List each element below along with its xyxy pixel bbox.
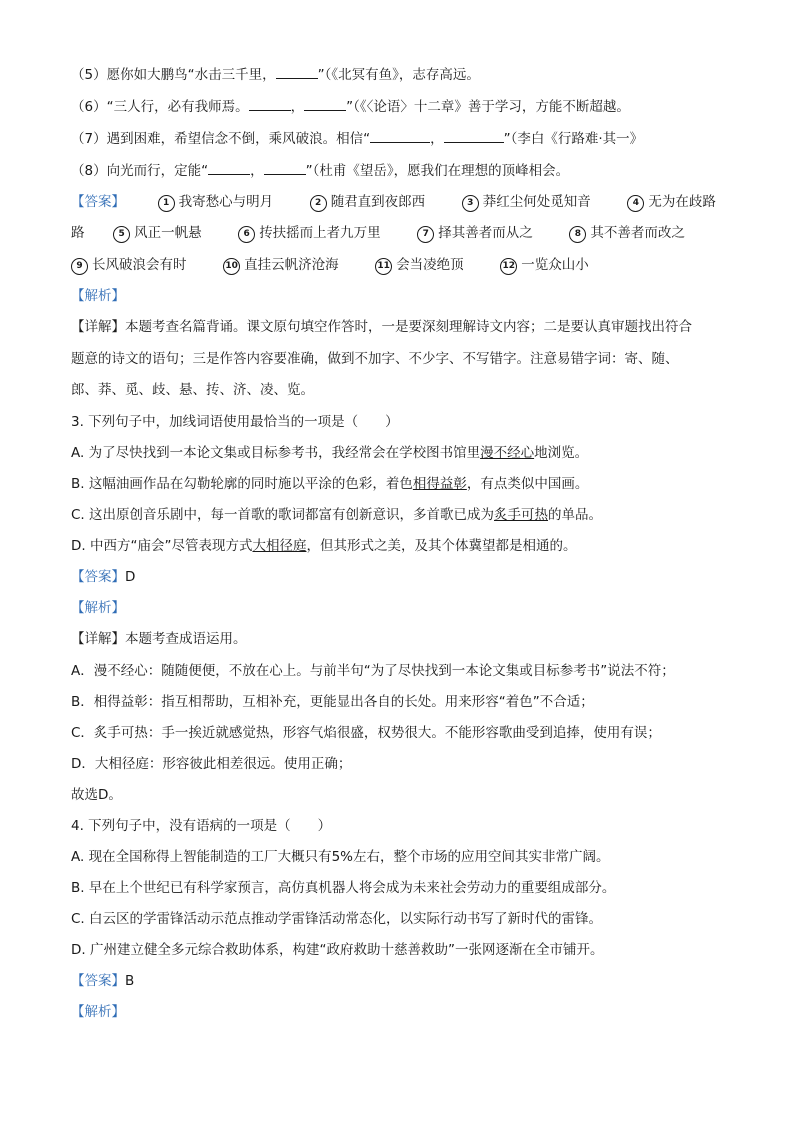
- q3-answer: [71, 567, 754, 587]
- q3-option-c: [71, 505, 754, 525]
- q2-answer-row-3: [71, 255, 774, 275]
- q4-option-a: A. 现在全国称得上智能制造的工厂大概只有5%左右，整个市场的应用空间其实非常广阔。: [71, 849, 610, 865]
- item-text: ”（李白《行路难·其一》: [503, 131, 644, 147]
- q3-explain-b: B．相得益彰：指互相帮助，互相补充，更能显出各自的长处。用来形容“着色”不合适；: [71, 694, 594, 710]
- answer-text: 莽红尘何处觅知音: [482, 194, 591, 210]
- answer-text: 一览众山小: [521, 257, 589, 273]
- item-text: （7）遇到困难，希望信念不倒，乘风破浪。相信“: [71, 131, 371, 147]
- q3-explain-c: C．炙手可热：手一挨近就感觉热，形容气焰很盛，权势很大。不能形容歌曲受到追捧，使用有误；: [71, 725, 661, 741]
- fill-blank: [249, 96, 291, 111]
- q2-item-5: [71, 64, 754, 85]
- fill-blank: [276, 64, 318, 79]
- answer-number-badge: 7: [417, 226, 434, 243]
- answer-tag: 【答案】: [71, 973, 125, 989]
- answer-text: 随君直到夜郎西: [330, 194, 426, 210]
- answer-number-badge: 12: [500, 258, 517, 275]
- answer-number-badge: 3: [462, 195, 479, 212]
- option-text: A. 为了尽快找到一本论文集或目标参考书，我经常会在学校图书馆里: [71, 445, 481, 461]
- q4-option-c: C. 白云区的学雷锋活动示范点推动学雷锋活动常态化，以实际行动书写了新时代的雷锋。: [71, 911, 603, 927]
- q4-option-b: B. 早在上个世纪已有科学家预言，高仿真机器人将会成为未来社会劳动力的重要组成部分。: [71, 880, 616, 896]
- q3-explain-d: D．大相径庭：形容彼此相差很远。使用正确；: [71, 756, 352, 772]
- answer-tag: 【答案】: [71, 194, 125, 210]
- q2-item-8: [71, 160, 754, 181]
- answer-text: 会当凌绝顶: [396, 257, 464, 273]
- item-text: ”（杜甫《望岳》，愿我们在理想的顶峰相会。: [305, 163, 570, 179]
- q4-stem: 4. 下列句子中，没有语病的一项是（ ）: [71, 818, 332, 834]
- answer-tag: 【答案】: [71, 569, 125, 585]
- item-text: （6）“三人行，必有我师焉。: [71, 99, 249, 115]
- underlined-word: 相得益彰: [412, 476, 467, 492]
- option-text: 的单品。: [548, 507, 603, 523]
- fill-blank: [304, 96, 346, 111]
- underlined-word: 漫不经心: [480, 445, 535, 461]
- q3-option-d: [71, 536, 754, 556]
- option-text: ，但其形式之美，及其个体冀望都是相通的。: [306, 538, 577, 554]
- answer-number-badge: 9: [71, 258, 88, 275]
- item-text: （8）向光而行，定能“: [71, 163, 209, 179]
- answer-text: 长风破浪会有时: [92, 257, 187, 273]
- q3-option-a: [71, 443, 754, 463]
- answer-number-badge: 10: [223, 258, 240, 275]
- answer-number-badge: 2: [310, 195, 327, 212]
- answer-number-badge: 5: [113, 226, 130, 243]
- answer-number-badge: 8: [569, 226, 586, 243]
- answer-text: 我寄愁心与明月: [178, 194, 274, 210]
- q3-analysis-tag: 【解析】: [71, 600, 125, 616]
- item-text: ，: [290, 99, 305, 115]
- q2-answer-row-1: [71, 192, 774, 212]
- answer-value: D: [125, 569, 136, 585]
- answer-number-badge: 11: [375, 258, 392, 275]
- answer-text: 其不善者而改之: [590, 225, 685, 241]
- option-text: C. 这出原创音乐剧中，每一首歌的歌词都富有创新意识，多首歌已成为: [71, 507, 495, 523]
- item-text: ，: [250, 163, 264, 179]
- answer-number-badge: 4: [627, 195, 644, 212]
- q2-item-7: [71, 128, 754, 149]
- answer-text: 抟扶摇而上者九万里: [259, 225, 381, 241]
- q3-option-b: [71, 474, 754, 494]
- answer-number-badge: 6: [238, 226, 255, 243]
- q3-explain-a: A．漫不经心：随随便便，不放在心上。与前半句“为了尽快找到一本论文集或目标参考书”说法不符；: [71, 663, 675, 679]
- q4-analysis-tag: 【解析】: [71, 1004, 125, 1020]
- option-text: 地浏览。: [534, 445, 589, 461]
- answer-value: B: [125, 973, 135, 989]
- option-text: D. 中西方“庙会”尽管表现方式: [71, 538, 253, 554]
- fill-blank: [264, 160, 306, 175]
- q2-analysis-tag: 【解析】: [71, 288, 125, 304]
- q4-option-d: D. 广州建立健全多元综合救助体系，构建“政府救助十慈善救助”一张网逐渐在全市铺开。: [71, 942, 604, 958]
- item-text: （5）愿你如大鹏鸟“水击三千里，: [71, 67, 276, 83]
- q2-answer-row-2: [71, 223, 774, 243]
- answer-text: 直挂云帆济沧海: [244, 257, 339, 273]
- answer-text: 择其善者而从之: [438, 225, 533, 241]
- fill-blank: [208, 160, 250, 175]
- underlined-word: 炙手可热: [494, 507, 549, 523]
- answer-number-badge: 1: [158, 195, 175, 212]
- underlined-word: 大相径庭: [252, 538, 307, 554]
- q2-detail-line-2: 题意的诗文的语句；三是作答内容要准确，做到不加字、不少字、不写错字。注意易错字词：寄、随、: [71, 351, 679, 367]
- option-text: B. 这幅油画作品在勾勒轮廓的同时施以平涂的色彩，着色: [71, 476, 413, 492]
- item-text: ”（《〈论语〉十二章》善于学习，方能不断超越。: [346, 99, 630, 115]
- item-text: ”（《北冥有鱼》，志存高远。: [317, 67, 480, 83]
- answer-text: 路: [71, 225, 85, 241]
- q2-item-6: [71, 96, 754, 117]
- answer-text: 风正一帆悬: [134, 225, 202, 241]
- fill-blank: [444, 128, 504, 143]
- q4-answer: [71, 971, 754, 991]
- item-text: ，: [430, 131, 444, 147]
- q3-stem: 3. 下列句子中，加线词语使用最恰当的一项是（ ）: [71, 414, 399, 430]
- q3-detail-line: 【详解】本题考查成语运用。: [71, 631, 247, 647]
- q3-conclusion: 故选D。: [71, 787, 122, 803]
- answer-text: 无为在歧路: [648, 194, 716, 210]
- option-text: ，有点类似中国画。: [466, 476, 589, 492]
- q2-detail-line-3: 郎、莽、觅、歧、悬、抟、济、凌、览。: [71, 382, 314, 398]
- fill-blank: [370, 128, 430, 143]
- q2-detail-line-1: 【详解】本题考查名篇背诵。课文原句填空作答时，一是要深刻理解诗文内容；二是要认真审题找出符合: [71, 319, 692, 335]
